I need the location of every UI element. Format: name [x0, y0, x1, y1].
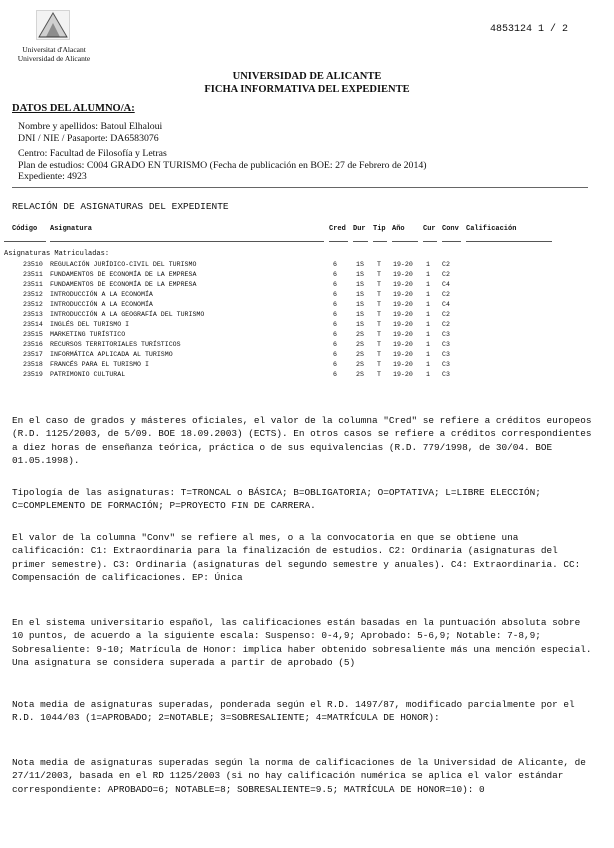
cell-cred: 6: [333, 261, 337, 268]
cell-cur: 1: [426, 271, 430, 278]
enrolled-group-label: Asignaturas Matriculadas:: [4, 250, 110, 258]
header-rule: [392, 241, 418, 242]
cell-year: 19-20: [393, 341, 413, 348]
cell-subject: FUNDAMENTOS DE ECONOMÍA DE LA EMPRESA: [50, 271, 197, 278]
header-tip: Tip: [373, 225, 386, 233]
header-rule: [329, 241, 348, 242]
subjects-section-heading: RELACIÓN DE ASIGNATURAS DEL EXPEDIENTE: [12, 201, 229, 212]
cell-code: 23513: [23, 311, 43, 318]
cell-conv: C2: [442, 271, 450, 278]
table-header: [0, 225, 614, 237]
cell-year: 19-20: [393, 371, 413, 378]
cell-subject: INTRODUCCIÓN A LA GEOGRAFÍA DEL TURISMO: [50, 311, 205, 318]
cell-dur: 1S: [356, 321, 364, 328]
logo-caption-line1: Universitat d'Alacant: [22, 45, 86, 54]
cell-cur: 1: [426, 361, 430, 368]
student-center: Centro: Facultad de Filosofía y Letras: [18, 148, 167, 159]
cell-conv: C2: [442, 261, 450, 268]
header-cred: Cred: [329, 225, 346, 233]
header-rule: [466, 241, 552, 242]
cell-cur: 1: [426, 281, 430, 288]
student-plan: Plan de estudios: C004 GRADO EN TURISMO (Fecha de publicación en BOE: 27 de Febrero de 2014): [18, 159, 427, 171]
cell-conv: C3: [442, 371, 450, 378]
cell-dur: 1S: [356, 261, 364, 268]
cell-conv: C3: [442, 331, 450, 338]
page-reference: 4853124 1 / 2: [489, 24, 568, 35]
cell-conv: C2: [442, 311, 450, 318]
table-row: [0, 361, 614, 371]
cell-tip: T: [377, 271, 381, 278]
cell-tip: T: [377, 281, 381, 288]
cell-year: 19-20: [393, 261, 413, 268]
document-title: [0, 70, 614, 96]
cell-year: 19-20: [393, 321, 413, 328]
cell-cred: 6: [333, 371, 337, 378]
logo-caption-line2: Universidad de Alicante: [17, 54, 91, 63]
cell-code: 23518: [23, 361, 43, 368]
cell-conv: C4: [442, 301, 450, 308]
table-row: [0, 311, 614, 321]
table-row: [0, 301, 614, 311]
table-row: [0, 341, 614, 351]
table-row: [0, 321, 614, 331]
cell-tip: T: [377, 361, 381, 368]
cell-cur: 1: [426, 321, 430, 328]
cell-dur: 1S: [356, 301, 364, 308]
note-grading-scale: En el sistema universitario español, las calificaciones están basadas en la puntuación absoluta sobre 10 puntos, de acuerdo a la siguiente escala: Suspenso: 0-4,9; Aprobado: 5-6,9; Notable: 7-8,9; Sobresaliente: 9-10; Matrícula de Honor: implica haber obtenido sobresaliente más una mención especial. Una asignatura se considera superada a partir de aprobado (5): [12, 617, 592, 669]
cell-code: 23515: [23, 331, 43, 338]
cell-conv: C2: [442, 321, 450, 328]
cell-tip: T: [377, 331, 381, 338]
title-record: FICHA INFORMATIVA DEL EXPEDIENTE: [204, 84, 410, 95]
cell-subject: INGLÉS DEL TURISMO I: [50, 321, 130, 328]
cell-tip: T: [377, 261, 381, 268]
header-subject: Asignatura: [50, 225, 93, 233]
cell-tip: T: [377, 301, 381, 308]
cell-cred: 6: [333, 341, 337, 348]
table-row: [0, 331, 614, 341]
note-average-ua: Nota media de asignaturas superadas según la norma de calificaciones de la Universidad de Alicante, de 27/11/2003, basada en el RD 1125/2003 (si no hay calificación numérica se aplica el valor estándar correspondiente: APROBADO=6; NOTABLE=8; SOBRESALIENTE=9.5; MATRÍCULA DE HONOR=10): 0: [12, 757, 586, 795]
cell-tip: T: [377, 341, 381, 348]
student-section-heading: DATOS DEL ALUMNO/A:: [12, 103, 135, 114]
cell-dur: 2S: [356, 331, 364, 338]
header-rule: [423, 241, 437, 242]
cell-conv: C3: [442, 361, 450, 368]
cell-dur: 1S: [356, 311, 364, 318]
cell-cur: 1: [426, 341, 430, 348]
cell-year: 19-20: [393, 291, 413, 298]
header-grade: Calificación: [466, 225, 517, 233]
cell-tip: T: [377, 291, 381, 298]
cell-dur: 2S: [356, 341, 364, 348]
cell-conv: C3: [442, 341, 450, 348]
note-convocation: El valor de la columna "Conv" se refiere al mes, o a la convocatoria en que se obtiene una calificación: C1: Extraordinaria para la finalización de estudios. C2: Ordinaria (asignaturas del primer semestre). C3: Ordinaria (asignaturas del segundo semestre y anuales). C4: Extraordinaria. CC: Compensación de calificaciones. EP: Única: [12, 532, 581, 584]
cell-dur: 2S: [356, 361, 364, 368]
cell-cur: 1: [426, 331, 430, 338]
cell-subject: MARKETING TURÍSTICO: [50, 331, 126, 338]
cell-cred: 6: [333, 361, 337, 368]
cell-cur: 1: [426, 301, 430, 308]
cell-dur: 2S: [356, 351, 364, 358]
table-row: [0, 281, 614, 291]
cell-code: 23516: [23, 341, 43, 348]
cell-cred: 6: [333, 301, 337, 308]
table-row: [0, 291, 614, 301]
cell-subject: INTRODUCCIÓN A LA ECONOMÍA: [50, 301, 153, 308]
cell-year: 19-20: [393, 361, 413, 368]
table-row: [0, 351, 614, 361]
cell-subject: INTRODUCCIÓN A LA ECONOMÍA: [50, 291, 153, 298]
note-typology: Tipología de las asignaturas: T=TRONCAL o BÁSICA; B=OBLIGATORIA; O=OPTATIVA; L=LIBRE ELECCIÓN; C=COMPLEMENTO DE FORMACIÓN; P=PROYECTO FIN DE CARRERA.: [12, 487, 541, 512]
note-credits: En el caso de grados y másteres oficiales, el valor de la columna "Cred" se refiere a créditos europeos (R.D. 1125/2003, de 5/09. BOE 18.09.2003) (ECTS). En otros casos se refiere a créditos correspondientes a diez horas de enseñanza teórica, práctica o de sus equivalencias (R.D. 779/1998, de 30/04. BOE 01.05.1998).: [12, 415, 592, 467]
cell-code: 23512: [23, 301, 43, 308]
title-university: UNIVERSIDAD DE ALICANTE: [232, 71, 382, 82]
section-divider: [12, 187, 588, 188]
header-code: Código: [12, 225, 38, 233]
student-id: DNI / NIE / Pasaporte: DA6583076: [18, 132, 159, 144]
cell-year: 19-20: [393, 351, 413, 358]
cell-cur: 1: [426, 291, 430, 298]
cell-conv: C2: [442, 291, 450, 298]
student-name: Nombre y apellidos: Batoul Elhaloui: [18, 121, 163, 132]
student-info: [18, 121, 427, 183]
cell-year: 19-20: [393, 271, 413, 278]
cell-subject: FUNDAMENTOS DE ECONOMÍA DE LA EMPRESA: [50, 281, 197, 288]
cell-year: 19-20: [393, 331, 413, 338]
cell-cur: 1: [426, 261, 430, 268]
header-rule: [50, 241, 324, 242]
cell-tip: T: [377, 311, 381, 318]
cell-code: 23512: [23, 291, 43, 298]
cell-subject: INFORMÁTICA APLICADA AL TURISMO: [50, 351, 173, 358]
note-average-rd: Nota media de asignaturas superadas, ponderada según el R.D. 1497/87, modificado parcialmente por el R.D. 1044/03 (1=APROBADO; 2=NOTABLE; 3=SOBRESALIENTE; 4=MATRÍCULA DE HONOR):: [12, 699, 575, 724]
cell-cur: 1: [426, 311, 430, 318]
header-rule: [373, 241, 387, 242]
cell-tip: T: [377, 321, 381, 328]
cell-year: 19-20: [393, 301, 413, 308]
cell-code: 23510: [23, 261, 43, 268]
logo-caption: [14, 45, 94, 63]
cell-cred: 6: [333, 291, 337, 298]
cell-year: 19-20: [393, 311, 413, 318]
cell-conv: C4: [442, 281, 450, 288]
header-rule: [353, 241, 368, 242]
header-dur: Dur: [353, 225, 366, 233]
cell-dur: 1S: [356, 271, 364, 278]
cell-cred: 6: [333, 311, 337, 318]
cell-dur: 1S: [356, 291, 364, 298]
cell-code: 23511: [23, 271, 43, 278]
header-rule: [442, 241, 461, 242]
cell-cred: 6: [333, 271, 337, 278]
table-row: [0, 371, 614, 381]
cell-cred: 6: [333, 351, 337, 358]
cell-dur: 2S: [356, 371, 364, 378]
cell-conv: C3: [442, 351, 450, 358]
table-row: [0, 261, 614, 271]
cell-tip: T: [377, 371, 381, 378]
cell-cred: 6: [333, 331, 337, 338]
cell-cur: 1: [426, 351, 430, 358]
header-conv: Conv: [442, 225, 459, 233]
cell-subject: RECURSOS TERRITORIALES TURÍSTICOS: [50, 341, 181, 348]
header-rule: [4, 241, 46, 242]
header-year: Año: [392, 225, 405, 233]
cell-dur: 1S: [356, 281, 364, 288]
student-file: Expediente: 4923: [18, 171, 87, 182]
cell-cur: 1: [426, 371, 430, 378]
cell-code: 23514: [23, 321, 43, 328]
cell-code: 23517: [23, 351, 43, 358]
cell-cred: 6: [333, 321, 337, 328]
cell-year: 19-20: [393, 281, 413, 288]
cell-subject: FRANCÉS PARA EL TURISMO I: [50, 361, 149, 368]
table-row: [0, 271, 614, 281]
cell-tip: T: [377, 351, 381, 358]
cell-subject: PATRIMONIO CULTURAL: [50, 371, 126, 378]
university-logo-icon: [36, 10, 70, 40]
cell-code: 23519: [23, 371, 43, 378]
cell-code: 23511: [23, 281, 43, 288]
cell-subject: REGULACIÓN JURÍDICO-CIVIL DEL TURISMO: [50, 261, 197, 268]
header-cur: Cur: [423, 225, 436, 233]
cell-cred: 6: [333, 281, 337, 288]
